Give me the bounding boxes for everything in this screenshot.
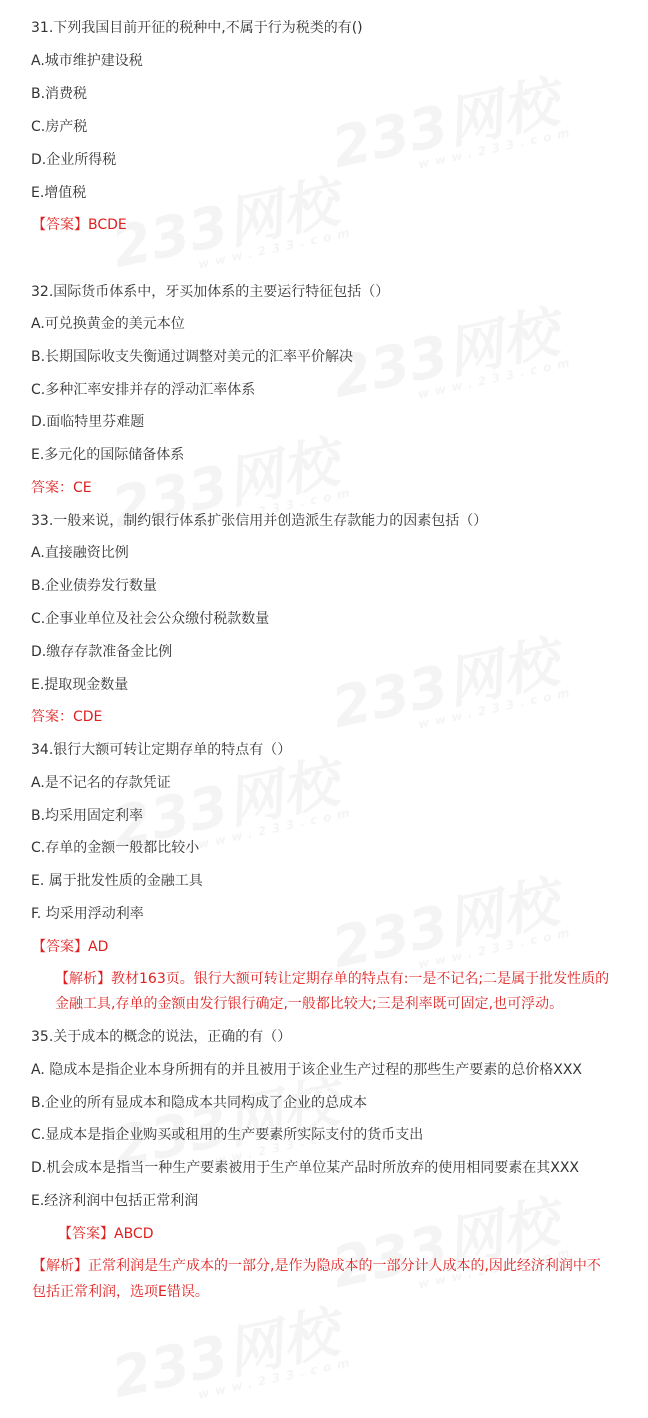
option: E.经济利润中包括正常利润 xyxy=(31,1193,199,1209)
option: E. 属于批发性质的金融工具 xyxy=(31,873,203,889)
watermark xyxy=(324,286,577,418)
option: D.机会成本是指当一种生产要素被用于生产单位某产品时所放弃的使用相同要素在其XXX xyxy=(31,1160,580,1176)
option: A.是不记名的存款凭证 xyxy=(31,775,171,791)
option: C.企事业单位及社会公众缴付税款数量 xyxy=(31,611,270,627)
watermark xyxy=(104,1286,357,1418)
option: C.显成本是指企业购买或租用的生产要素所实际支付的货币支出 xyxy=(31,1127,424,1143)
analysis: 包括正常利润，选项E错误。 xyxy=(32,1284,209,1300)
option: E.多元化的国际储备体系 xyxy=(31,447,185,463)
option: A.城市维护建设税 xyxy=(31,53,143,69)
option: D.企业所得税 xyxy=(31,152,117,168)
option: B.消费税 xyxy=(31,86,88,102)
option: D.面临特里芬难题 xyxy=(31,414,145,430)
option: C.房产税 xyxy=(31,119,88,135)
question-stem: 34.银行大额可转让定期存单的特点有（） xyxy=(31,742,292,758)
option: D.缴存存款准备金比例 xyxy=(31,644,173,660)
option: B.均采用固定利率 xyxy=(31,808,144,824)
question-stem: 35.关于成本的概念的说法，正确的有（） xyxy=(31,1029,292,1045)
question-stem: 31.下列我国目前开征的税种中,不属于行为税类的有() xyxy=(31,20,363,36)
question-stem: 33.一般来说，制约银行体系扩张信用并创造派生存款能力的因素包括（） xyxy=(31,513,488,529)
option: C.存单的金额一般都比较小 xyxy=(31,840,200,856)
question-stem: 32.国际货币体系中，牙买加体系的主要运行特征包括（） xyxy=(31,284,390,300)
answer: 答案：CDE xyxy=(31,709,103,725)
answer: 【答案】AD xyxy=(32,939,109,955)
analysis: 金融工具,存单的金额由发行银行确定,一般都比较大;三是利率既可固定,也可浮动。 xyxy=(55,996,564,1012)
option: E.增值税 xyxy=(31,185,87,201)
option: B.企业的所有显成本和隐成本共同构成了企业的总成本 xyxy=(31,1095,368,1111)
watermark xyxy=(324,1176,577,1308)
option: A.可兑换黄金的美元本位 xyxy=(31,316,185,332)
answer: 【答案】BCDE xyxy=(32,217,127,233)
watermark xyxy=(324,616,577,748)
watermark xyxy=(324,56,577,188)
option: A.直接融资比例 xyxy=(31,545,129,561)
analysis: 【解析】教材163页。银行大额可转让定期存单的特点有:一是不记名;二是属于批发性质的 xyxy=(55,971,610,987)
answer: 答案：CE xyxy=(31,480,92,496)
option: F. 均采用浮动利率 xyxy=(31,906,144,922)
analysis: 【解析】正常利润是生产成本的一部分,是作为隐成本的一部分计人成本的,因此经济利润中不 xyxy=(32,1258,601,1274)
option: E.提取现金数量 xyxy=(31,677,129,693)
watermark xyxy=(104,156,357,288)
option: C.多种汇率安排并存的浮动汇率体系 xyxy=(31,382,256,398)
option: B.长期国际收支失衡通过调整对美元的汇率平价解决 xyxy=(31,349,354,365)
option: A. 隐成本是指企业本身所拥有的并且被用于该企业生产过程的那些生产要素的总价格XXX xyxy=(31,1062,583,1078)
option: B.企业债券发行数量 xyxy=(31,578,158,594)
answer: 【答案】ABCD xyxy=(58,1226,154,1242)
